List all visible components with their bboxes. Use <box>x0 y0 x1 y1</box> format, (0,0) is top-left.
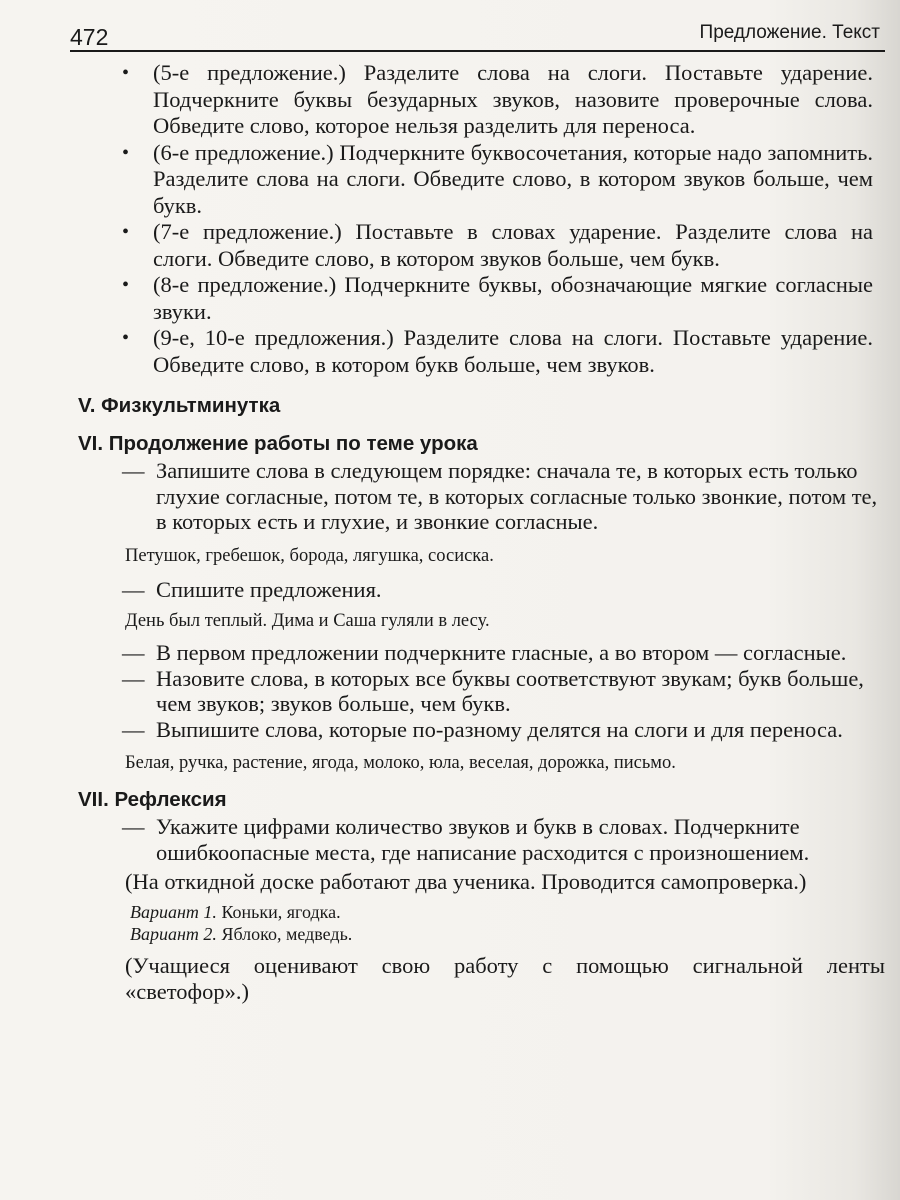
task-item <box>0 458 881 535</box>
bullet-mark: • <box>122 141 130 164</box>
dash-mark: — <box>122 665 145 691</box>
task-text: Спишите предложения. <box>156 576 382 602</box>
dash-mark: — <box>122 576 145 602</box>
running-head: Предложение. Текст <box>699 22 880 43</box>
variant-line <box>0 923 900 945</box>
bullet-text: (5-е предложение.) Разделите слова на слоги. Поставьте ударение. Подчеркните буквы безударных звуков, назовите проверочные слова. Обведите слово, которое нельзя разделить для переноса. <box>153 60 873 138</box>
dash-mark: — <box>122 640 145 665</box>
variant-words: Коньки, ягодка. <box>221 902 341 922</box>
bullet-text: (8-е предложение.) Подчеркните буквы, обозначающие мягкие согласные звуки. <box>153 272 873 324</box>
variant-words: Яблоко, медведь. <box>221 924 353 944</box>
bullet-text: (9-е, 10-е предложения.) Разделите слова на слоги. Поставьте ударение. Обведите слово, в котором букв больше, чем звуков. <box>153 325 873 377</box>
variant-line <box>0 901 900 923</box>
bullet-text: (7-е предложение.) Поставьте в словах ударение. Разделите слова на слоги. Обведите слово, в котором звуков больше, чем букв. <box>153 219 873 271</box>
task-text: Выпишите слова, которые по-разному делятся на слоги и для переноса. <box>156 716 843 742</box>
dash-mark: — <box>122 814 145 839</box>
task-text: Назовите слова, в которых все буквы соответствуют звукам; букв больше, чем звуков; звуков больше, чем букв. <box>156 665 864 716</box>
bullet-mark: • <box>122 221 130 243</box>
word-list: Белая, ручка, растение, ягода, молоко, юла, веселая, дорожка, письмо. <box>125 753 676 773</box>
page-number: 472 <box>70 24 109 50</box>
bullet-item <box>0 272 873 325</box>
bullet-item <box>0 219 873 272</box>
task-item <box>0 577 881 603</box>
page-header <box>70 20 880 50</box>
note-paragraph: (На откидной доске работают два ученика. Проводится самопроверка.) <box>125 869 807 894</box>
variant-label: Вариант 2. <box>130 924 217 944</box>
example-sentence: День был теплый. Дима и Саша гуляли в лесу. <box>125 611 490 631</box>
task-text: В первом предложении подчеркните гласные, а во втором — согласные. <box>156 640 847 665</box>
header-rule <box>70 50 885 52</box>
task-item <box>0 640 881 666</box>
note-paragraph: (Учащиеся оценивают свою работу с помощью сигнальной ленты «светофор».) <box>125 953 885 1004</box>
task-item <box>0 666 881 717</box>
bullet-item <box>0 140 873 220</box>
bullet-mark: • <box>122 62 130 84</box>
bullet-text: (6-е предложение.) Подчеркните буквосочетания, которые надо запомнить. Разделите слова на слоги. Обведите слово, в котором звуков больше, чем букв. <box>153 139 873 218</box>
bullet-mark: • <box>122 274 130 296</box>
task-item <box>0 717 881 743</box>
word-list: Петушок, гребешок, борода, лягушка, сосиска. <box>125 545 494 566</box>
task-item <box>0 814 881 865</box>
variant-label: Вариант 1. <box>130 902 217 922</box>
bullet-item <box>0 325 873 378</box>
section-heading: V. Физкультминутка <box>78 394 281 417</box>
dash-mark: — <box>122 458 145 483</box>
page-body <box>0 60 900 1005</box>
bullet-item <box>0 60 873 140</box>
section-heading: VII. Рефлексия <box>78 788 227 811</box>
section-heading: VI. Продолжение работы по теме урока <box>78 432 478 455</box>
task-text: Укажите цифрами количество звуков и букв в словах. Подчеркните ошибкоопасные места, где написание расходится с произношением. <box>156 814 810 865</box>
task-text: Запишите слова в следующем порядке: сначала те, в которых есть только глухие согласные, потом те, в которых согласные только звонкие, потом те, в которых есть и глухие, и звонкие согласные. <box>156 458 878 534</box>
dash-mark: — <box>122 716 145 742</box>
bullet-mark: • <box>122 327 130 349</box>
